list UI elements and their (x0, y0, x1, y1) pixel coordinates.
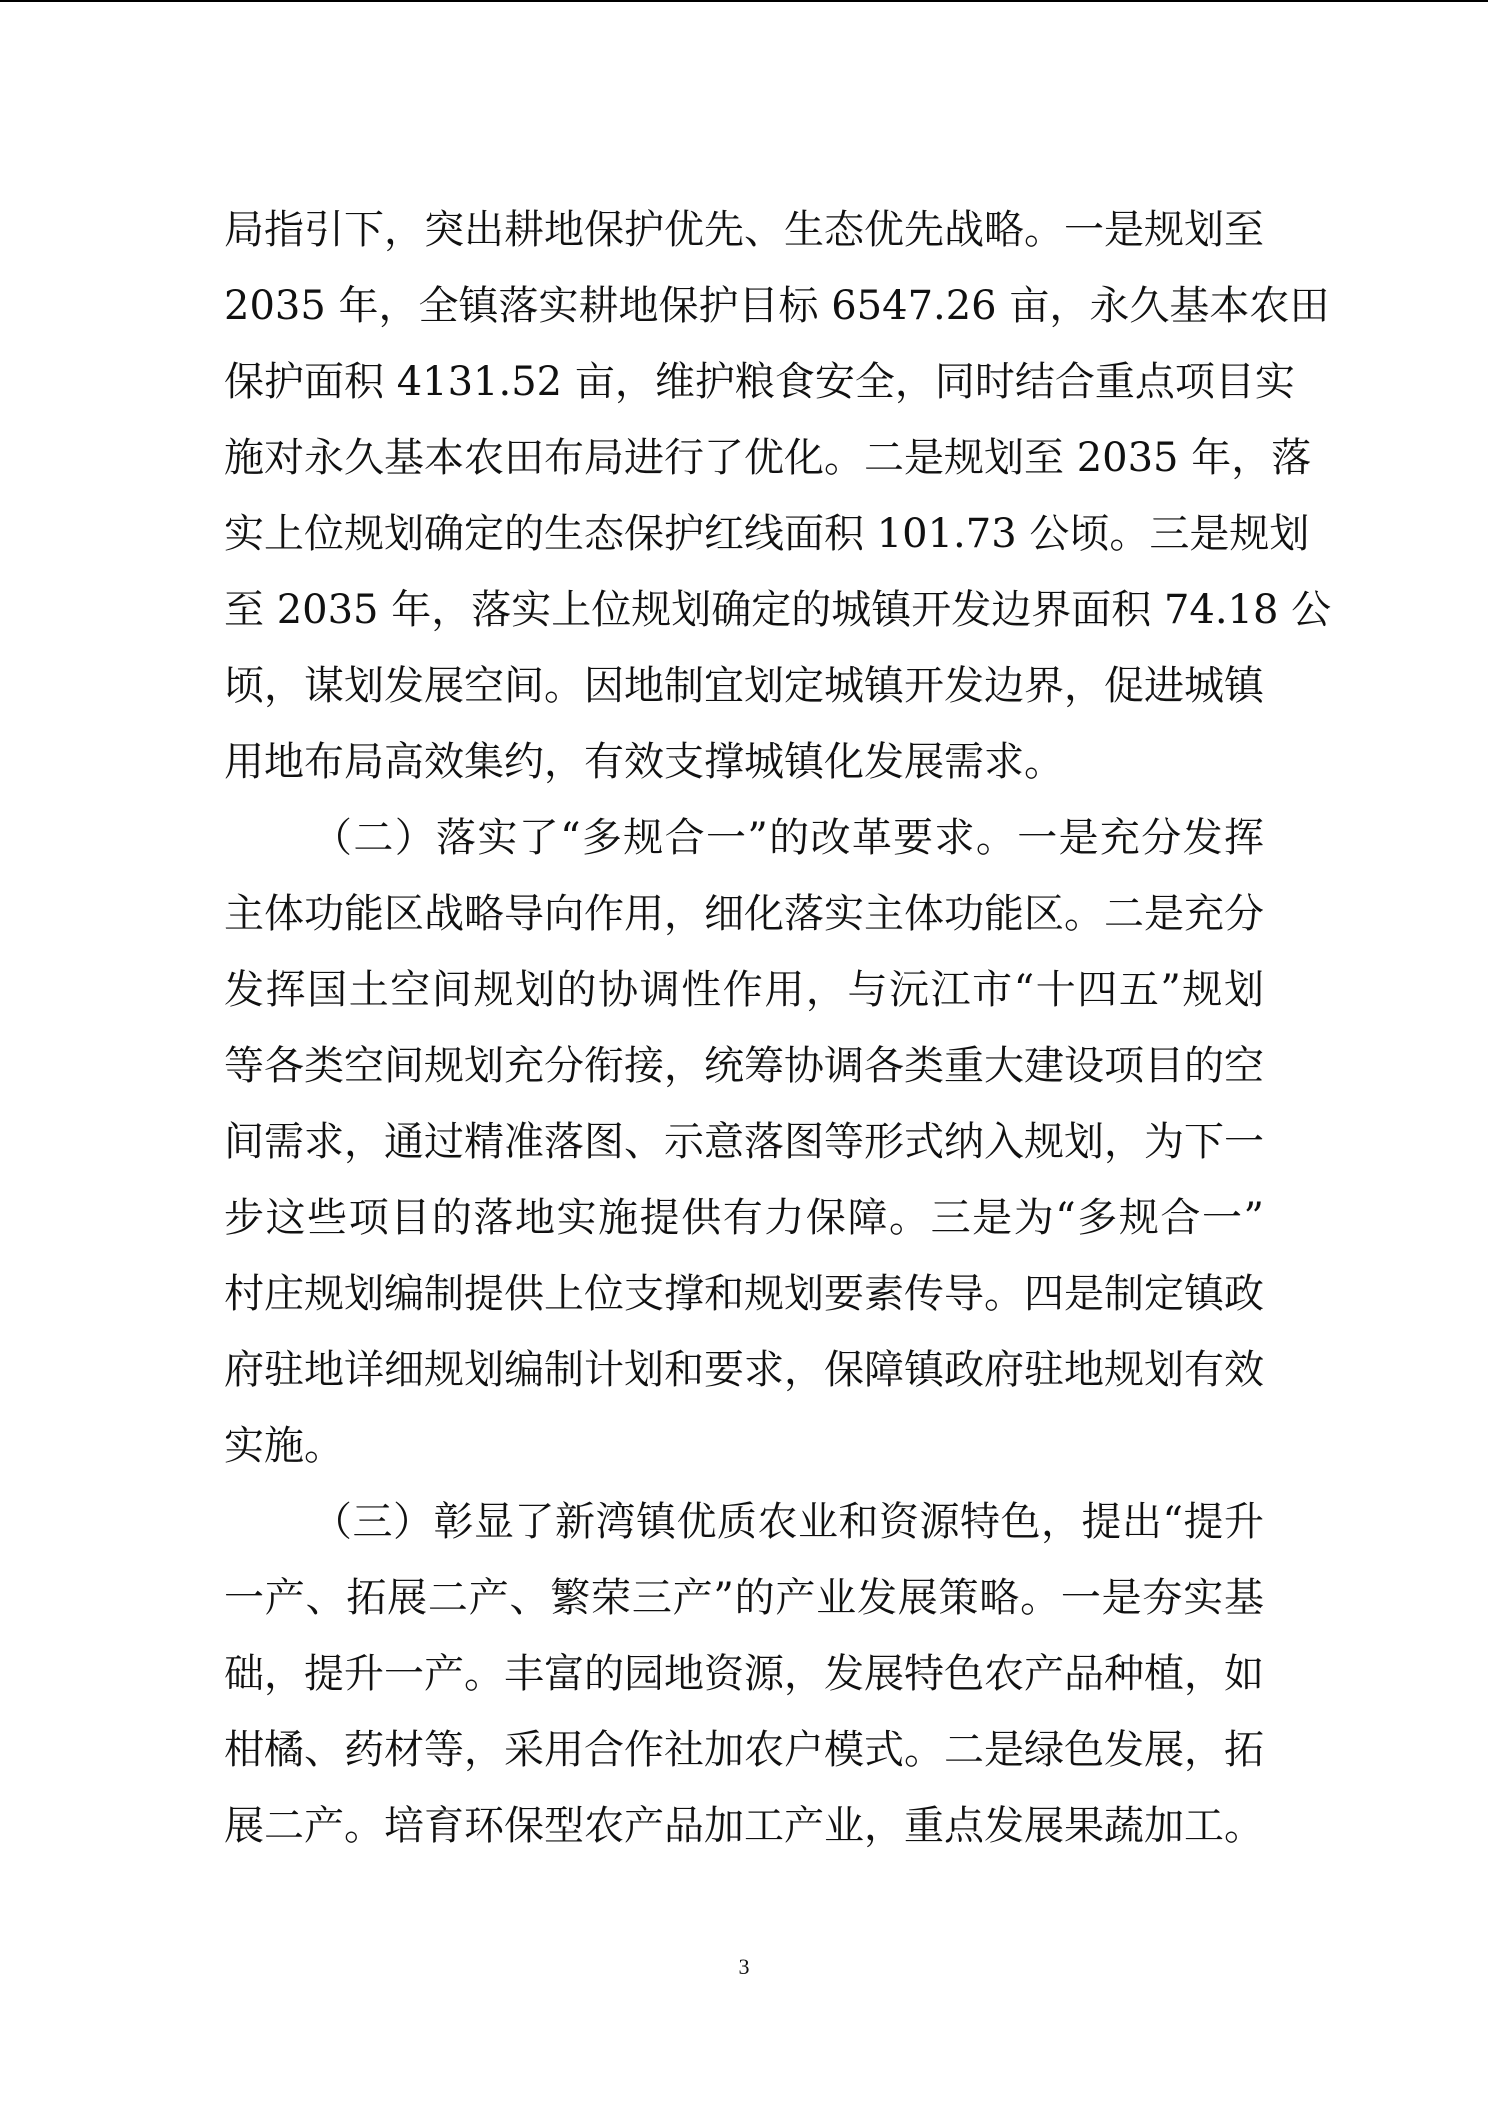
text-line: 间需求，通过精准落图、示意落图等形式纳入规划，为下一 (224, 1119, 1264, 1165)
text-line: 施对永久基本农田布局进行了优化。二是规划至 2035 年，落 (224, 435, 1312, 481)
section-heading-line: （二）落实了“多规合一”的改革要求。一是充分发挥 (312, 815, 1264, 861)
text-line: 局指引下，突出耕地保护优先、生态优先战略。一是规划至 (224, 207, 1264, 253)
text-line: 用地布局高效集约，有效支撑城镇化发展需求。 (224, 739, 1064, 785)
top-border-line (0, 0, 1488, 2)
page-number: 3 (738, 1954, 750, 1979)
text-line: 柑橘、药材等，采用合作社加农户模式。二是绿色发展，拓 (224, 1727, 1264, 1773)
text-line: 顷，谋划发展空间。因地制宜划定城镇开发边界，促进城镇 (224, 663, 1264, 709)
text-line: 2035 年，全镇落实耕地保护目标 6547.26 亩，永久基本农田 (224, 283, 1330, 329)
text-line: 步这些项目的落地实施提供有力保障。三是为“多规合一” (224, 1195, 1264, 1241)
text-line: 展二产。培育环保型农产品加工产业，重点发展果蔬加工。 (224, 1803, 1264, 1849)
text-line: 主体功能区战略导向作用，细化落实主体功能区。二是充分 (224, 891, 1264, 937)
text-line: 实施。 (224, 1423, 344, 1469)
text-line: 保护面积 4131.52 亩，维护粮食安全，同时结合重点项目实 (224, 359, 1295, 405)
text-line: 础，提升一产。丰富的园地资源，发展特色农产品种植，如 (224, 1651, 1264, 1697)
text-line: 村庄规划编制提供上位支撑和规划要素传导。四是制定镇政 (224, 1271, 1264, 1317)
text-line: 实上位规划确定的生态保护红线面积 101.73 公顷。三是规划 (224, 511, 1310, 557)
text-line: 至 2035 年，落实上位规划确定的城镇开发边界面积 74.18 公 (224, 587, 1332, 633)
section-heading-line: （三）彰显了新湾镇优质农业和资源特色，提出“提升 (312, 1499, 1264, 1545)
text-line: 等各类空间规划充分衔接，统筹协调各类重大建设项目的空 (224, 1043, 1264, 1089)
text-line: 发挥国土空间规划的协调性作用，与沅江市“十四五”规划 (224, 967, 1264, 1013)
text-line: 一产、拓展二产、繁荣三产”的产业发展策略。一是夯实基 (224, 1575, 1264, 1621)
text-line: 府驻地详细规划编制计划和要求，保障镇政府驻地规划有效 (224, 1347, 1264, 1393)
